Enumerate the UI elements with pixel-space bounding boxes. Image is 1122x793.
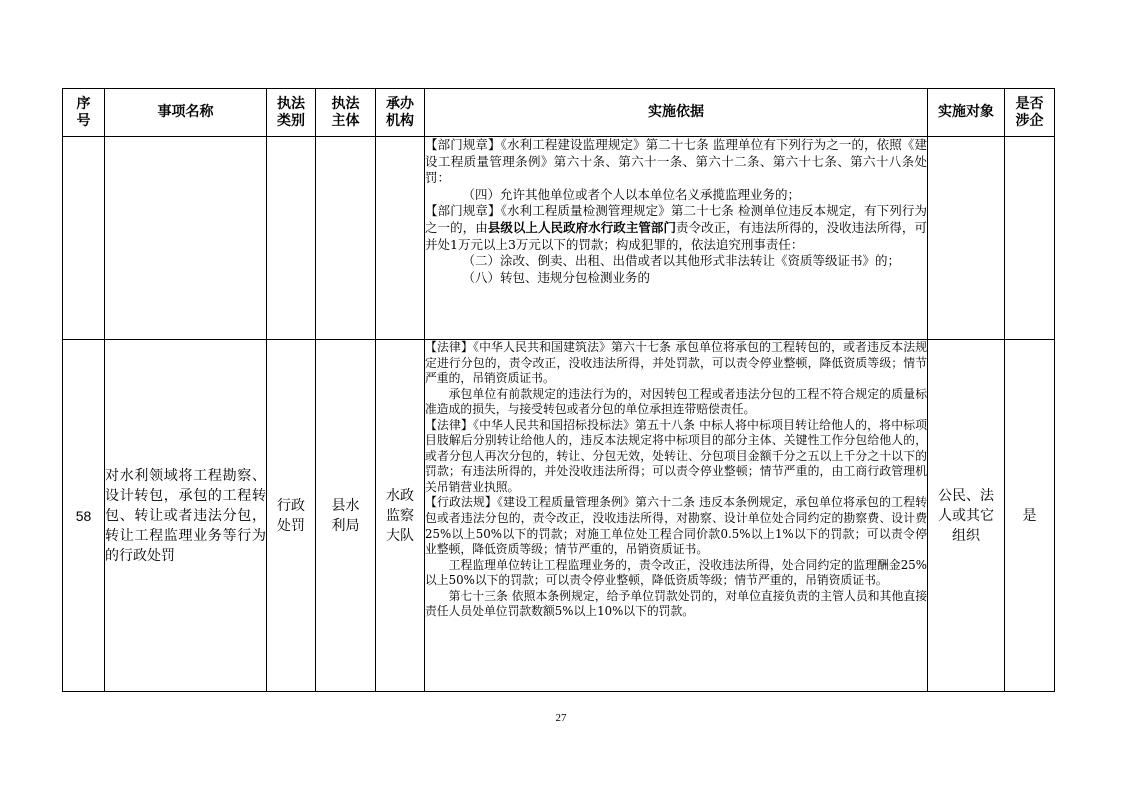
regulation-table — [62, 88, 1055, 692]
continued-category-cell — [267, 137, 316, 340]
continued-name-cell — [105, 137, 267, 340]
basis-paragraph: 工程监理单位转让工程监理业务的，责令改正，没收违法所得，处合同约定的监理酬金25%以上50%以下的罚款；可以责令停业整顿，降低资质等级；情节严重的，吊销资质证书。 — [425, 557, 927, 588]
table-row-continued — [63, 137, 1055, 340]
basis-paragraph — [425, 203, 927, 253]
row-category-cell: 行政处罚 — [267, 340, 316, 692]
row-name-cell: 对水利领域将工程勘察、设计转包，承包的工程转包、转让或者违法分包，转让工程监理业务等行为的行政处罚 — [105, 340, 267, 692]
continued-basis-cell — [425, 137, 928, 340]
basis-paragraph: （二）涂改、倒卖、出租、出借或者以其他形式非法转让《资质等级证书》的； — [462, 253, 901, 269]
basis-paragraph: 第七十三条 依照本条例规定，给予单位罚款处罚的，对单位直接负责的主管人员和其他直接责任人员处单位罚款数额5%以上10%以下的罚款。 — [425, 588, 927, 619]
continued-enterprise-cell — [1005, 137, 1055, 340]
table-header-row — [63, 89, 1055, 137]
row-target-cell: 公民、法人或其它组织 — [928, 340, 1005, 692]
header-seq: 序号 — [63, 89, 105, 137]
header-subject: 执法主体 — [316, 89, 376, 137]
basis-paragraph: （四）允许其他单位或者个人以本单位名义承揽监理业务的； — [462, 186, 801, 202]
continued-target-cell — [928, 137, 1005, 340]
header-category: 执法类别 — [267, 89, 316, 137]
row-subject-cell: 县水利局 — [316, 340, 376, 692]
basis-text: 责令改正，有违法所得的，没收违法所得，可并处1万元以上3万元以下的罚款；构成犯罪的，依法追究刑事责任： — [425, 219, 927, 252]
header-basis: 实施依据 — [425, 89, 928, 137]
row-enterprise-cell: 是 — [1005, 340, 1055, 692]
header-name: 事项名称 — [105, 89, 267, 137]
continued-subject-cell — [316, 137, 376, 340]
basis-paragraph: （八）转包、违规分包检测业务的 — [462, 269, 651, 285]
basis-paragraph: 【法律】《中华人民共和国招标投标法》第五十八条 中标人将中标项目转让给他人的，将中标项目肢解后分别转让给他人的，违反本法规定将中标项目的部分主体、关键性工作分包给他人的，或者分包人再次分包的，转让、分包无效，处转让、分包项目金额千分之五以上千分之十以下的罚款；有违法所得的，并处没收违法所得；可以责令停业整顿；情节严重的，由工商行政管理机关吊销营业执照。 — [425, 417, 927, 494]
header-agency: 承办机构 — [376, 89, 425, 137]
row-basis-cell — [425, 340, 928, 692]
basis-text: 【部门规章】《水利工程质量检测管理规定》第二十七条 检测单位违反本规定，有下列行为之一的，由 — [425, 203, 927, 235]
continued-agency-cell — [376, 137, 425, 340]
header-target: 实施对象 — [928, 89, 1005, 137]
table-row-58 — [63, 340, 1055, 692]
header-enterprise: 是否涉企 — [1005, 89, 1055, 137]
row-seq-cell: 58 — [63, 340, 105, 692]
basis-paragraph: 承包单位有前款规定的违法行为的，对因转包工程或者违法分包的工程不符合规定的质量标准造成的损失，与接受转包或者分包的单位承担连带赔偿责任。 — [425, 386, 927, 417]
basis-paragraph: 【行政法规】《建设工程质量管理条例》第六十二条 违反本条例规定，承包单位将承包的工程转包或者违法分包的，责令改正，没收违法所得，对勘察、设计单位处合同约定的勘察费、设计费25%以上50%以下的罚款；对施工单位处工程合同价款0.5%以上1%以下的罚款；可以责令停业整顿，降低资质等级；情节严重的，吊销资质证书。 — [425, 495, 927, 557]
basis-bold-text: 县级以上人民政府水行政主管部门 — [487, 219, 677, 235]
row-agency-cell: 水政监察大队 — [376, 340, 425, 692]
basis-paragraph: 【部门规章】《水利工程建设监理规定》第二十七条 监理单位有下列行为之一的，依照《建设工程质量管理条例》第六十条、第六十一条、第六十二条、第六十七条、第六十八条处罚： — [425, 137, 927, 186]
continued-seq-cell — [63, 137, 105, 340]
page-number: 27 — [555, 712, 567, 724]
basis-paragraph: 【法律】《中华人民共和国建筑法》第六十七条 承包单位将承包的工程转包的，或者违反本法规定进行分包的，责令改正，没收违法所得，并处罚款，可以责令停业整顿，降低资质等级；情节严重的，吊销资质证书。 — [425, 340, 927, 386]
